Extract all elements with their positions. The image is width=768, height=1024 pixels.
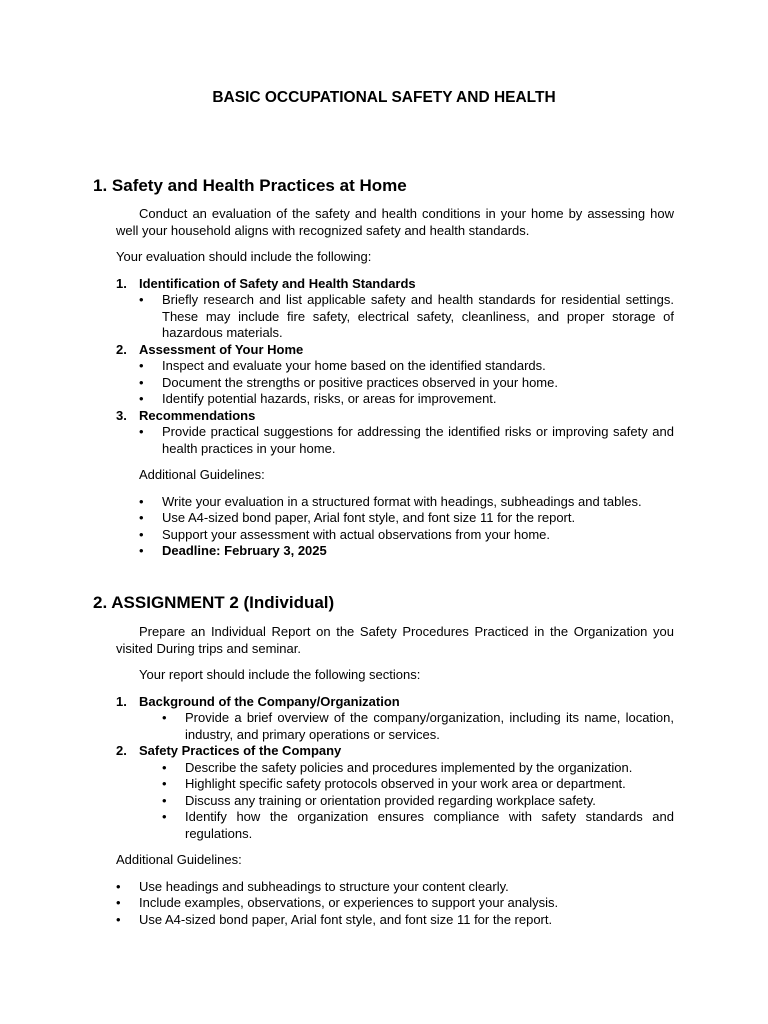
bullet-text: Discuss any training or orientation provided regarding workplace safety. — [185, 792, 596, 808]
bullet-text: Identify how the organization ensures compliance with safety standards and regulations. — [185, 809, 674, 841]
section-2-list — [116, 694, 674, 843]
section-2-item — [116, 694, 674, 744]
item-title: Identification of Safety and Health Standards — [139, 275, 416, 291]
section-1-intro: Conduct an evaluation of the safety and health conditions in your home by assessing how well your household aligns with recognized safety and health standards. — [116, 206, 674, 238]
item-number: 2. — [116, 341, 127, 357]
bullet-icon: • — [139, 493, 144, 509]
item-title: Assessment of Your Home — [139, 341, 304, 357]
section-1-list — [116, 276, 674, 458]
list-item — [162, 760, 674, 777]
bullet-icon: • — [139, 374, 144, 390]
list-item — [116, 879, 674, 896]
bullet-icon: • — [139, 391, 144, 406]
item-title: Safety Practices of the Company — [139, 743, 342, 758]
bullet-text: Inspect and evaluate your home based on the identified standards. — [162, 358, 546, 373]
bullet-text: Provide practical suggestions for addressing the identified risks or improving safety and health practices in your home. — [162, 424, 674, 456]
guideline-text: Use headings and subheadings to structure your content clearly. — [139, 878, 509, 894]
section-2-guidelines — [116, 879, 674, 929]
section-1-heading: 1. Safety and Health Practices at Home — [93, 176, 407, 195]
bullet-text: Document the strengths or positive practices observed in your home. — [162, 374, 558, 390]
bullet-icon: • — [162, 792, 167, 808]
bullet-icon: • — [139, 543, 144, 558]
bullet-icon: • — [139, 526, 144, 542]
bullet-icon: • — [116, 895, 121, 910]
section-2-intro: Prepare an Individual Report on the Safety Procedures Practiced in the Organization you visited During trips and seminar. — [116, 624, 674, 656]
item-number: 3. — [116, 407, 127, 423]
bullet-text: Identify potential hazards, risks, or areas for improvement. — [162, 391, 497, 406]
deadline-text: Deadline: February 3, 2025 — [162, 543, 327, 558]
document-title: BASIC OCCUPATIONAL SAFETY AND HEALTH — [212, 89, 556, 106]
bullet-icon: • — [116, 911, 121, 927]
list-item — [139, 494, 674, 511]
list-item — [139, 358, 674, 375]
list-item — [162, 776, 674, 793]
section-2-heading: 2. ASSIGNMENT 2 (Individual) — [93, 593, 335, 612]
bullet-icon: • — [162, 809, 167, 824]
section-1-lead: Your evaluation should include the following: — [116, 249, 372, 264]
list-item — [139, 510, 674, 527]
list-item — [162, 809, 674, 842]
section-2-guidelines-label: Additional Guidelines: — [116, 852, 242, 867]
section-1-body — [116, 206, 674, 560]
bullet-icon: • — [139, 292, 144, 307]
item-number: 1. — [116, 275, 127, 291]
item-bullets — [139, 292, 674, 342]
section-2-lead: Your report should include the following sections: — [139, 667, 421, 682]
guideline-text: Write your evaluation in a structured format with headings, subheadings and tables. — [162, 493, 642, 509]
bullet-text: Briefly research and list applicable safety and health standards for residential settings. These may include fire safety, electrical safety, cleanliness, and proper storage of hazardous materials. — [162, 292, 674, 340]
item-title: Recommendations — [139, 407, 256, 423]
bullet-text: Describe the safety policies and procedures implemented by the organization. — [185, 759, 633, 775]
item-bullets — [139, 424, 674, 457]
list-item — [139, 292, 674, 342]
section-2-item — [116, 743, 674, 842]
bullet-icon: • — [139, 358, 144, 373]
item-number: 1. — [116, 693, 127, 709]
bullet-icon: • — [139, 424, 144, 439]
guideline-text: Use A4-sized bond paper, Arial font style, and font size 11 for the report. — [162, 510, 576, 525]
list-item — [162, 793, 674, 810]
list-item — [139, 543, 674, 560]
list-item — [139, 375, 674, 392]
bullet-icon: • — [162, 776, 167, 791]
item-bullets — [139, 710, 674, 743]
bullet-icon: • — [139, 510, 144, 525]
bullet-text: Highlight specific safety protocols observed in your work area or department. — [185, 776, 626, 791]
list-item — [116, 895, 674, 912]
list-item — [116, 912, 674, 929]
section-1-item — [116, 342, 674, 408]
bullet-icon: • — [162, 759, 167, 775]
bullet-text: Provide a brief overview of the company/organization, including its name, location, industry, and primary operations or services. — [185, 710, 674, 742]
list-item — [162, 710, 674, 743]
section-2-body — [116, 624, 674, 928]
list-item — [139, 391, 674, 408]
section-1-guidelines-label: Additional Guidelines: — [139, 467, 265, 482]
item-bullets — [139, 760, 674, 843]
list-item — [139, 424, 674, 457]
list-item — [139, 527, 674, 544]
item-bullets — [139, 358, 674, 408]
guideline-text: Use A4-sized bond paper, Arial font style, and font size 11 for the report. — [139, 911, 553, 927]
item-number: 2. — [116, 743, 127, 758]
section-1-item — [116, 408, 674, 458]
bullet-icon: • — [116, 878, 121, 894]
guideline-text: Support your assessment with actual observations from your home. — [162, 526, 551, 542]
guideline-text: Include examples, observations, or experiences to support your analysis. — [139, 895, 559, 910]
bullet-icon: • — [162, 710, 167, 725]
item-title: Background of the Company/Organization — [139, 693, 400, 709]
section-1-guidelines — [116, 494, 674, 560]
section-1-item — [116, 276, 674, 342]
